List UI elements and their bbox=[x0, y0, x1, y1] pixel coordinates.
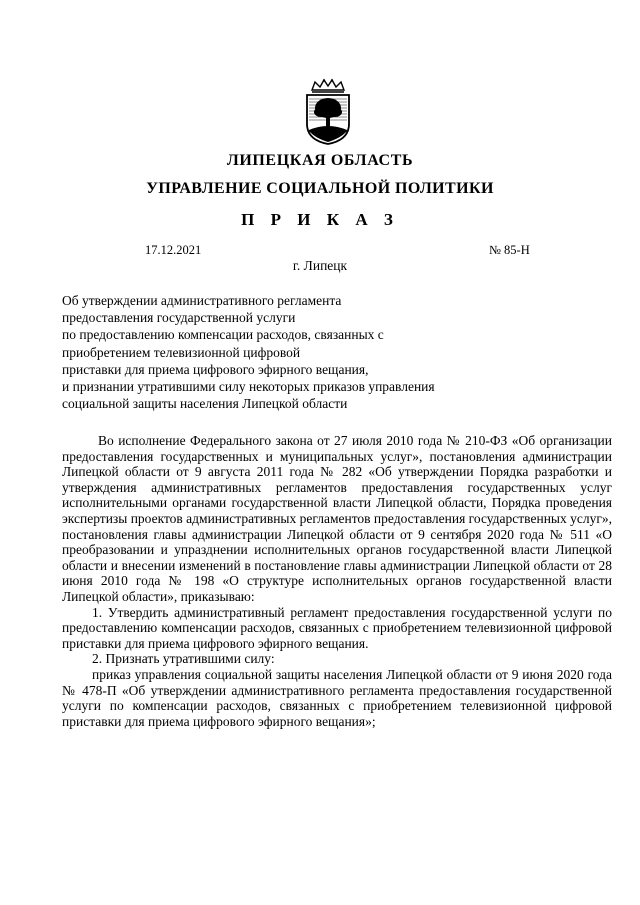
document-date: 17.12.2021 bbox=[145, 243, 202, 257]
order-item-1: 1. Утвердить административный регламент предоставления государственной услуги по предоставлению компенсации расходов, связанных с приобретением телевизионной цифровой приставки для приема цифрового эфирного вещания. bbox=[62, 604, 612, 651]
region-title: ЛИПЕЦКАЯ ОБЛАСТЬ bbox=[226, 152, 414, 169]
subject-line: приставки для приема цифрового эфирного вещания, bbox=[62, 361, 369, 377]
document-body bbox=[62, 433, 612, 729]
subject-line: социальной защиты населения Липецкой области bbox=[62, 396, 348, 412]
subject-line: предоставления государственной услуги bbox=[62, 310, 296, 326]
subject-line: Об утверждении административного регламента bbox=[62, 293, 342, 308]
lipetsk-coat-of-arms-icon bbox=[301, 78, 355, 146]
subject-line: и признании утратившими силу некоторых приказов управления bbox=[62, 379, 435, 395]
preamble-paragraph: Во исполнение Федерального закона от 27 июля 2010 года № 210-ФЗ «Об организации предоставления государственных и муниципальных услуг», постановления администрации Липецкой области от 9 августа 2011 года № 282 «Об утверждении Порядка разработки и утверждения административных регламентов предоставления государственных услуг исполнительными органами государственной власти Липецкой области, Порядка проведения экспертизы проектов административных регламентов предоставления государственных услуг», постановления главы администрации Липецкой области от 9 сентября 2020 года № 511 «О преобразовании и упразднении исполнительных органов государственной власти Липецкой области и внесении изменений в постановление главы администрации Липецкой области от 28 июня 2010 года № 198 «О структуре исполнительных органов государственной власти Липецкой области», приказываю: bbox=[62, 433, 613, 604]
document-subject bbox=[62, 292, 435, 412]
document-type: П Р И К А З bbox=[241, 210, 399, 229]
document-city: г. Липецк bbox=[292, 258, 348, 273]
document-number: № 85-Н bbox=[489, 243, 530, 257]
order-item-2: 2. Признать утратившими силу: bbox=[92, 651, 275, 667]
order-item-2-subitem: приказ управления социальной защиты населения Липецкой области от 9 июня 2020 года № 478-П «Об утверждении административного регламента предоставления государственной услуги по компенсации расходов, связанных с приобретением телевизионной цифровой приставки для приема цифрового эфирного вещания»; bbox=[62, 666, 612, 729]
department-title: УПРАВЛЕНИЕ СОЦИАЛЬНОЙ ПОЛИТИКИ bbox=[146, 180, 494, 197]
subject-line: по предоставлению компенсации расходов, связанных с bbox=[62, 327, 384, 343]
subject-line: приобретением телевизионной цифровой bbox=[62, 344, 301, 360]
